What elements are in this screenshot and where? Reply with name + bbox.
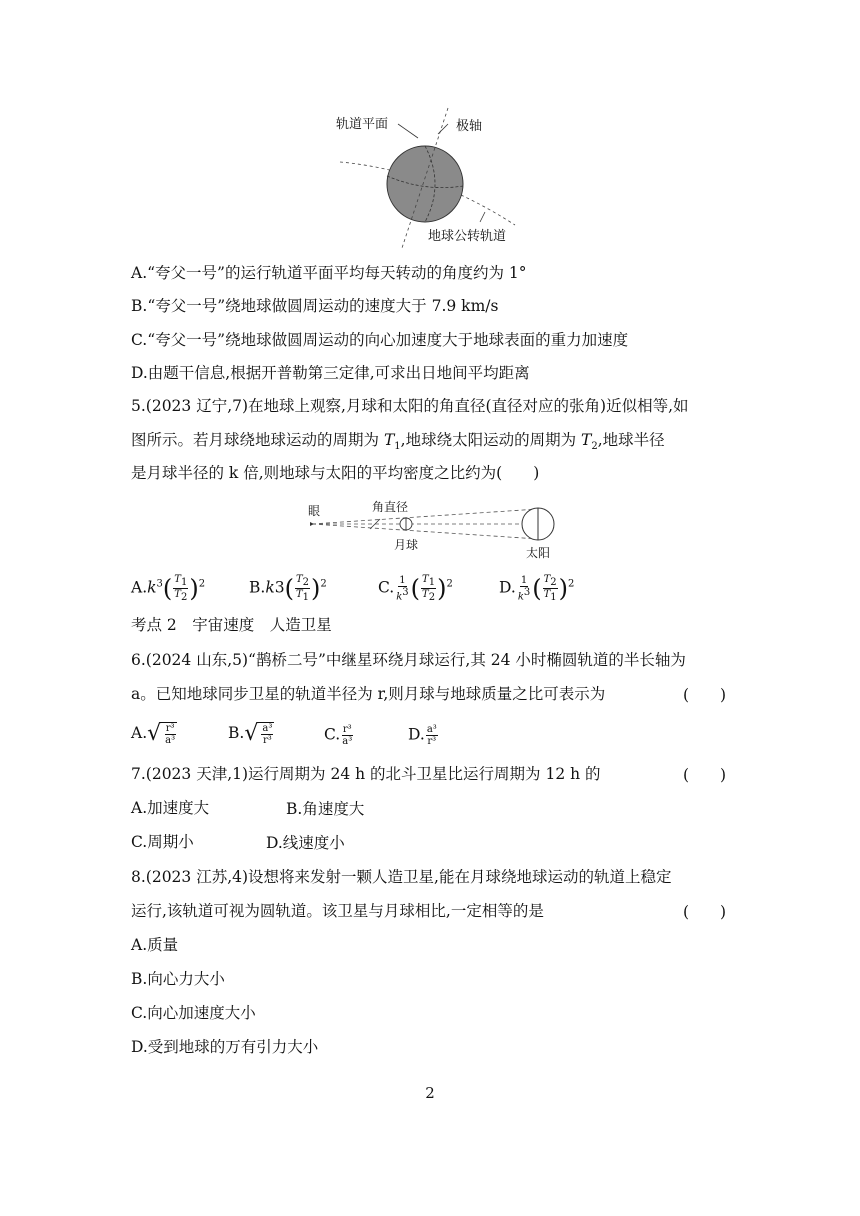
q8-option-c: C.向心加速度大小 (131, 1004, 256, 1022)
q5-a-k3: 3 (156, 578, 163, 590)
q5-c-num-sub: 1 (428, 577, 436, 588)
fig-angle-label: 角直径 (372, 500, 409, 514)
fig-eye-label: 眼 (308, 504, 321, 518)
q5-d-den-t: T (543, 589, 551, 600)
q5-c-den-t: T (422, 589, 429, 600)
q6-a-num: r³ (165, 723, 175, 734)
q5-line3: 是月球半径的 k 倍,则地球与太阳的平均密度之比约为( ) (131, 464, 540, 482)
q6-a-label: A. (131, 724, 148, 742)
q5-line2-c: ,地球半径 (597, 431, 665, 449)
q5-option-b: B.k3( $\frac{T2}{T1}$ )$^2$ (249, 574, 327, 603)
q6-b-num: a³ (262, 723, 273, 734)
q6-answer-paren: ( ) (683, 686, 727, 704)
label-pole-axis: 极轴 (456, 119, 483, 134)
q5-b-den-sub: 1 (302, 592, 310, 603)
q5-b-sq: 2 (320, 578, 327, 590)
q6-option-d (408, 724, 439, 747)
q5-option-c: C. $\frac{1}{k3}$ ( $\frac{T1}{T2}$ )$^2$ (378, 574, 453, 603)
q6-option-b: B. √ $\frac{\text{a³}}{\text{r³}}$ (228, 721, 273, 746)
q5-option-d-label: D. (499, 578, 516, 597)
q5-option-c-label: C. (378, 578, 395, 597)
q5-d-k3: 3 (523, 586, 531, 598)
q5-line1: 5.(2023 辽宁,7)在地球上观察,月球和太阳的角直径(直径对应的张角)近似相等,如 (131, 397, 689, 415)
q5-d-k: k (517, 591, 524, 603)
q6-c-den: a³ (342, 736, 353, 747)
q5-d-sq: 2 (568, 578, 575, 590)
q6-d-den: r³ (427, 736, 437, 747)
q7-answer-paren: ( ) (683, 766, 727, 784)
q5-t1: T (383, 431, 395, 449)
q7-option-a: A.加速度大 (131, 799, 210, 817)
q6-option-c (324, 724, 354, 747)
q6-line1: 6.(2024 山东,5)“鹊桥二号”中继星环绕月球运行,其 24 小时椭圆轨道的半长轴为 (131, 651, 686, 669)
q5-a-den-sub: 2 (180, 592, 188, 603)
q5-c-k: k (396, 591, 403, 603)
q5-option-d: D. $\frac{1}{k3}$ ( $\frac{T2}{T1}$ )$^2$ (499, 574, 575, 603)
q5-c-sq: 2 (446, 578, 453, 590)
page-number: 2 (425, 1084, 435, 1102)
q8-option-b: B.向心力大小 (131, 970, 225, 988)
q7-line1: 7.(2023 天津,1)运行周期为 24 h 的北斗卫星比运行周期为 12 h 的 (131, 765, 601, 783)
q5-a-num-t: T (174, 574, 181, 585)
q5-t2-sub: 2 (591, 441, 598, 453)
q5-line2-a: 图所示。若月球绕地球运动的周期为 (131, 431, 384, 449)
q5-a-sq: 2 (198, 578, 206, 590)
q6-b-den: r³ (262, 735, 272, 746)
q5-b-k3: 3 (274, 578, 285, 597)
q5-d-den-sub: 1 (550, 592, 557, 603)
q5-b-den-t: T (295, 589, 303, 600)
q6-a-den: a³ (165, 735, 176, 746)
q4-option-a: A.“夸父一号”的运行轨道平面平均每天转动的角度约为 1° (131, 264, 527, 282)
q7-option-d: D.线速度小 (266, 834, 345, 852)
q7-option-b: B.角速度大 (286, 800, 365, 818)
q8-option-a: A.质量 (131, 936, 179, 954)
section-2-title: 考点 2 宇宙速度 人造卫星 (131, 616, 332, 634)
q6-line2: a。已知地球同步卫星的轨道半径为 r,则月球与地球质量之比可表示为 (131, 685, 606, 703)
q6-c-num: r³ (342, 724, 352, 735)
q6-b-label: B. (228, 724, 245, 742)
earth-orbit-figure (330, 100, 530, 250)
q5-line2-b: ,地球绕太阳运动的周期为 (400, 431, 582, 449)
q5-option-a-label: A. (131, 578, 148, 597)
q5-a-k: k (147, 578, 157, 597)
q4-option-b: B.“夸父一号”绕地球做圆周运动的速度大于 7.9 km/s (131, 297, 499, 315)
angular-diameter-figure (300, 495, 570, 563)
q5-d-one: 1 (520, 574, 528, 586)
q5-option-b-label: B. (249, 578, 266, 597)
q5-b-k: k (265, 578, 275, 597)
label-orbit-plane: 轨道平面 (336, 117, 389, 132)
q5-a-den-t: T (174, 589, 181, 600)
q6-d-num: a³ (426, 724, 437, 735)
q4-option-d: D.由题干信息,根据开普勒第三定律,可求出日地间平均距离 (131, 364, 530, 382)
q6-c-label: C. (324, 725, 341, 744)
q5-line2 (131, 429, 665, 458)
q5-c-den-sub: 2 (428, 592, 436, 603)
q4-option-c: C.“夸父一号”绕地球做圆周运动的向心加速度大于地球表面的重力加速度 (131, 331, 629, 349)
q6-option-a: A. √ $\frac{\text{r³}}{\text{a³}}$ (131, 721, 176, 746)
q8-line1: 8.(2023 江苏,4)设想将来发射一颗人造卫星,能在月球绕地球运动的轨道上稳定 (131, 868, 672, 886)
q5-d-num-t: T (543, 574, 551, 585)
q5-option-a: $A.k^3$( $\frac{T1}{T2}$ )$^2$ (131, 574, 206, 603)
fig-moon-label: 月球 (394, 538, 419, 552)
q7-option-c: C.周期小 (131, 833, 194, 851)
q5-d-num-sub: 2 (550, 577, 557, 588)
q5-a-num-sub: 1 (180, 577, 188, 588)
fig-sun-label: 太阳 (526, 546, 551, 560)
label-earth-orbit: 地球公转轨道 (428, 229, 507, 244)
q5-t1-sub: 1 (394, 441, 401, 453)
q8-line2: 运行,该轨道可视为圆轨道。该卫星与月球相比,一定相等的是 (131, 902, 544, 920)
q5-b-num-t: T (295, 574, 303, 585)
q6-d-label: D. (408, 725, 425, 744)
q5-t2: T (581, 431, 592, 449)
q5-c-num-t: T (422, 574, 429, 585)
q8-option-d: D.受到地球的万有引力大小 (131, 1038, 319, 1056)
q5-c-one: 1 (399, 574, 406, 586)
q5-b-num-sub: 2 (302, 577, 310, 588)
q5-c-k3: 3 (402, 586, 409, 598)
q8-answer-paren: ( ) (683, 903, 727, 921)
